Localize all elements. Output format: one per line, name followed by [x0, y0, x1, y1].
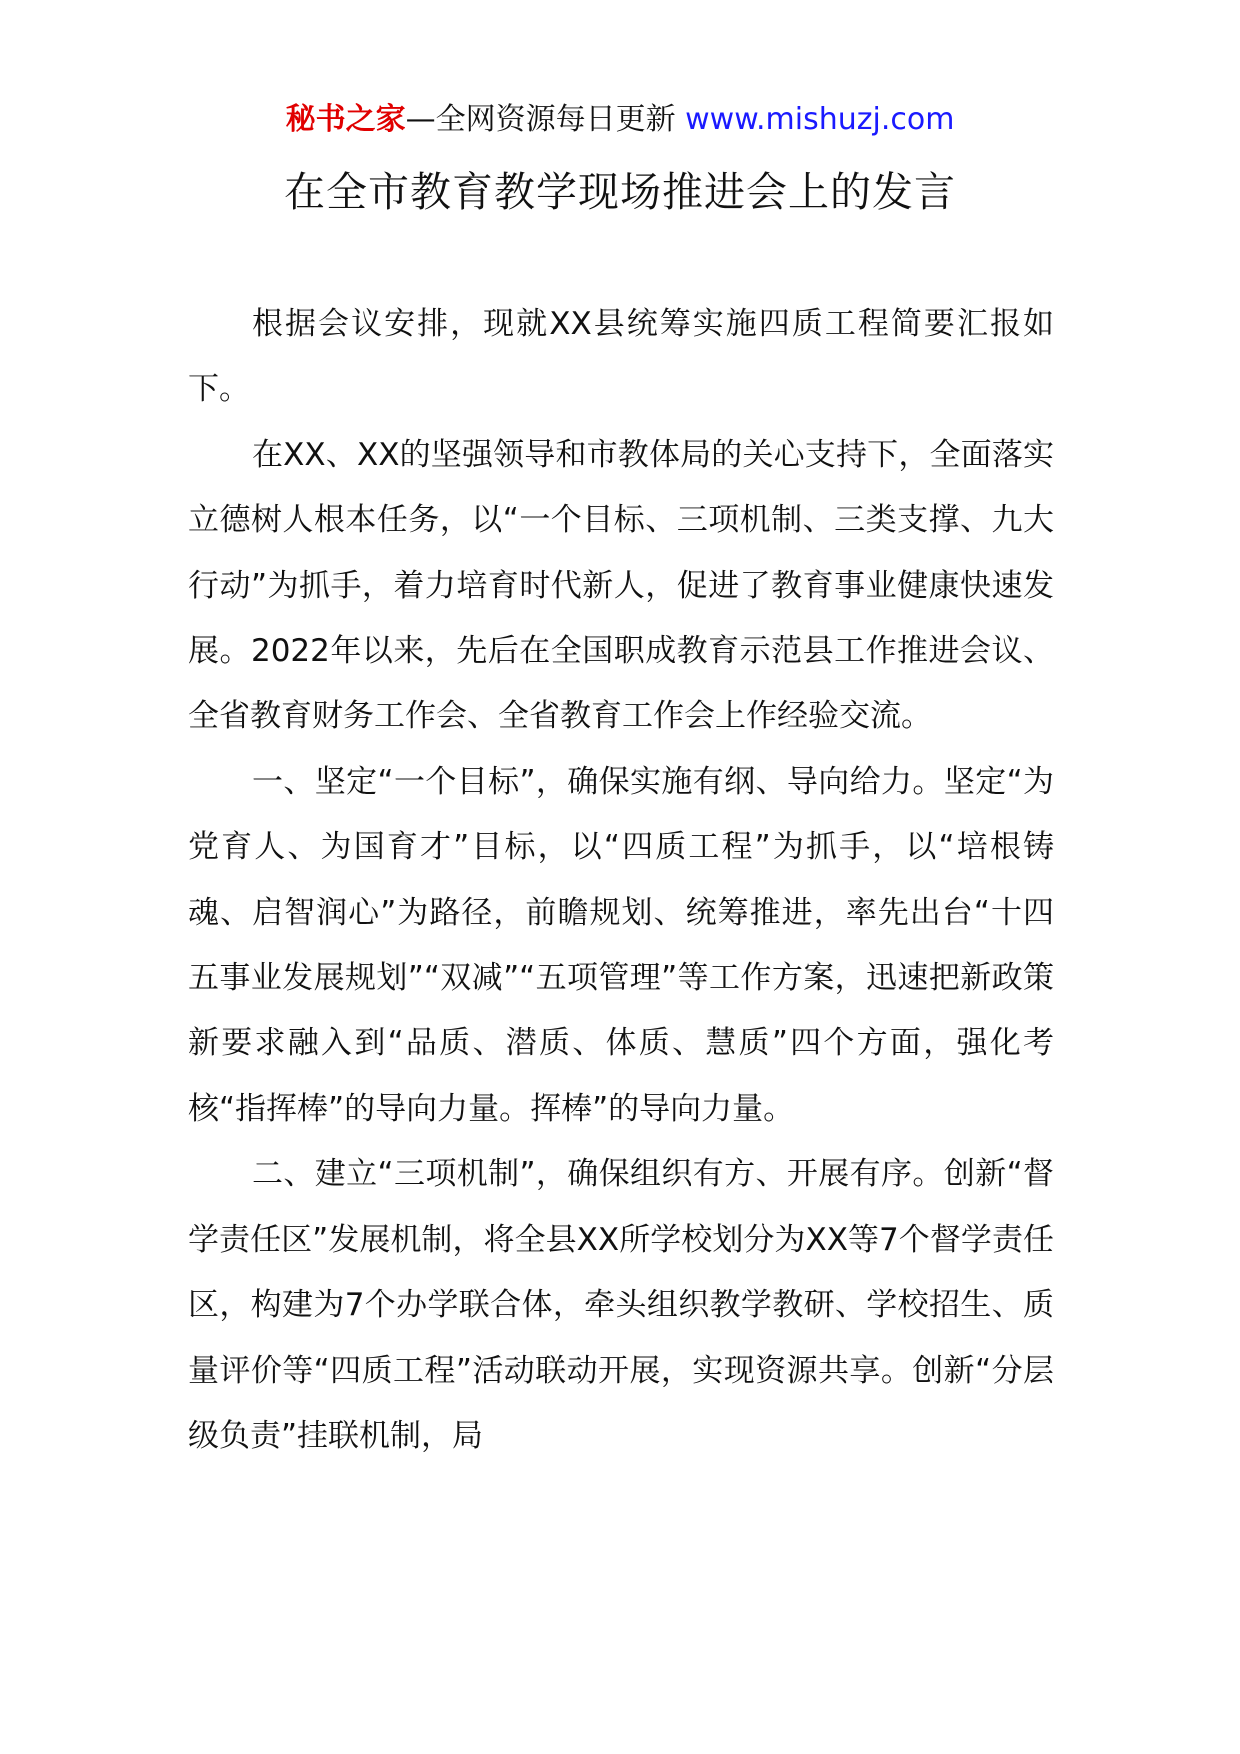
paragraph-intro: [188, 292, 1054, 423]
document-title: 在全市教育教学现场推进会上的发言: [284, 168, 956, 216]
section-heading: 二、建立“三项机制”，确保组织有方、开展有序。: [252, 1156, 944, 1193]
site-header: [0, 98, 1240, 142]
paragraph-overview: [188, 423, 1054, 750]
paragraph-section-two: [188, 1142, 1054, 1469]
section-heading: 一、坚定“一个目标”，确保实施有纲、导向给力。: [252, 763, 944, 800]
paragraph-text: 根据会议安排，现就XX县统筹实施四质工程简要汇报如下。: [188, 306, 1054, 408]
site-brand: 秘书之家: [285, 102, 406, 137]
document-body: [188, 292, 1054, 1469]
paragraph-section-one: [188, 750, 1054, 1142]
site-url-link[interactable]: www.mishuzj.com: [685, 102, 955, 137]
paragraph-text: 坚定“为党育人、为国育才”目标，以“四质工程”为抓手，以“培根铸魂、启智润心”为路径，前瞻规划、统筹推进，率先出台“十四五事业发展规划”“双减”“五项管理”等工作方案，迅速把新政策新要求融入到“品质、潜质、体质、慧质”四个方面，强化考核“指挥棒”的导向力量。挥棒”的导向力量。: [188, 763, 1055, 1127]
site-tagline: —全网资源每日更新: [405, 102, 686, 137]
paragraph-text: 在XX、XX的坚强领导和市教体局的关心支持下，全面落实立德树人根本任务，以“一个目标、三项机制、三类支撑、九大行动”为抓手，着力培育时代新人，促进了教育事业健康快速发展。2022年以来，先后在全国职成教育示范县工作推进会议、全省教育财务工作会、全省教育工作会上作经验交流。: [188, 436, 1054, 735]
paragraph-text: 创新“督学责任区”发展机制，将全县XX所学校划分为XX等7个督学责任区，构建为7个办学联合体，牵头组织教学教研、学校招生、质量评价等“四质工程”活动联动开展，实现资源共享。创新“分层级负责”挂联机制，局: [188, 1156, 1055, 1454]
